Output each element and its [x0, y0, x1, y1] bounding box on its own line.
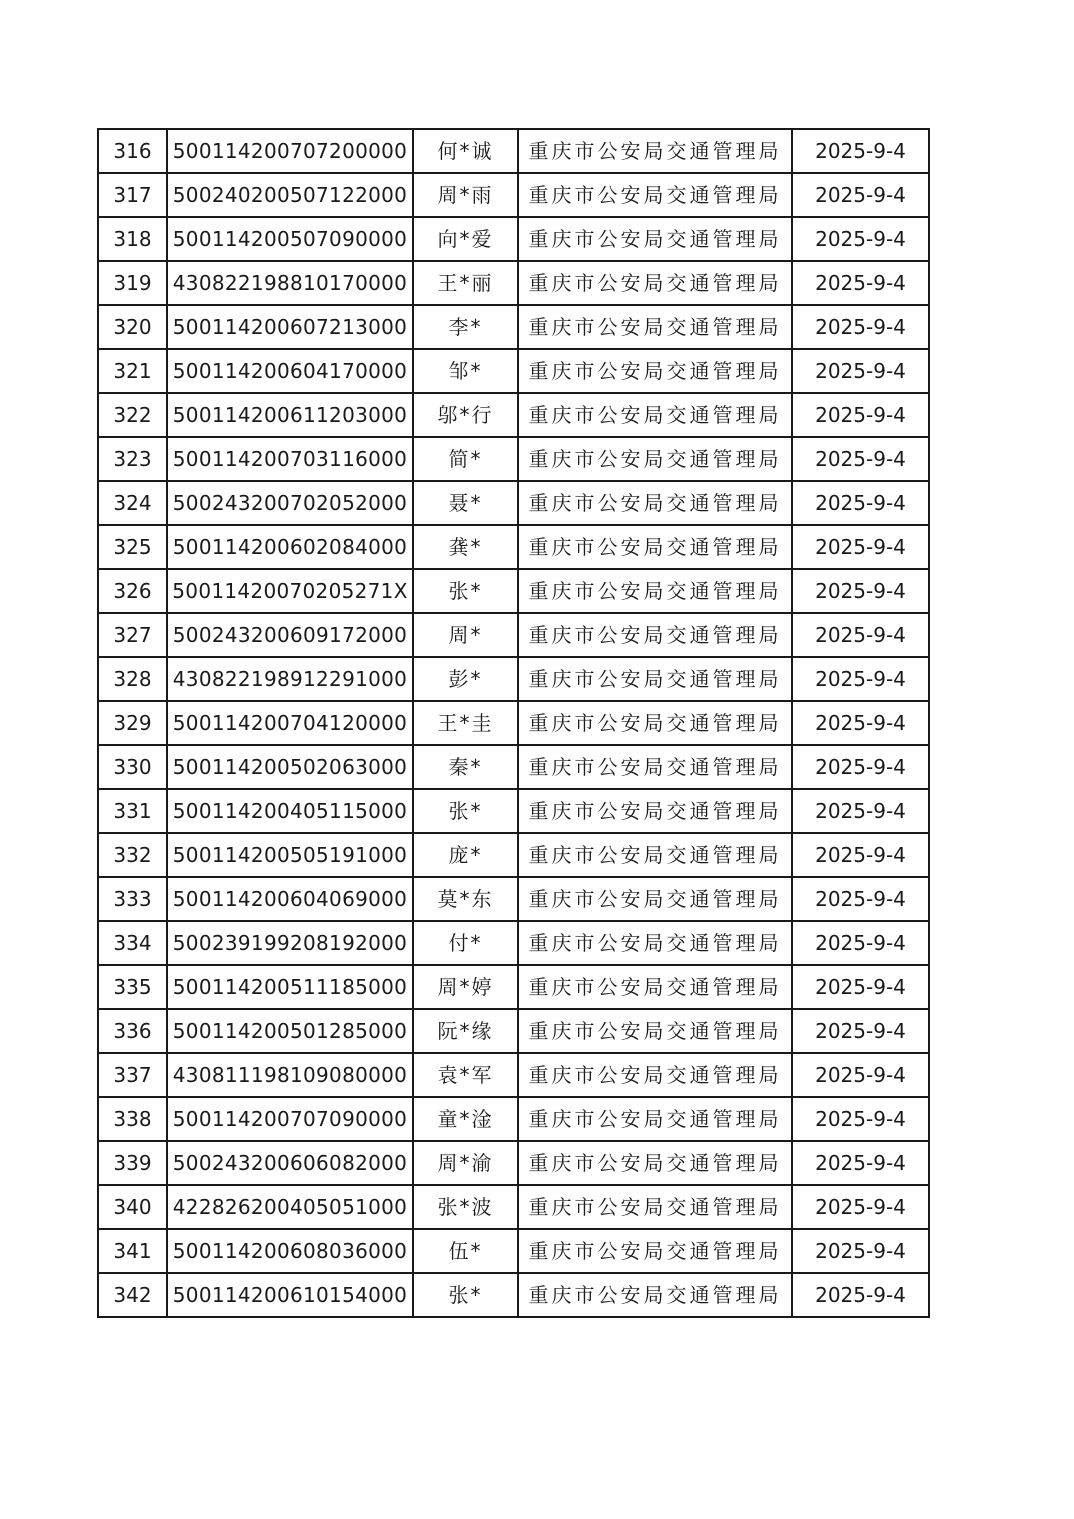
table-row [98, 349, 929, 393]
name-cell: 王*丽 [413, 261, 518, 305]
organization-cell: 重庆市公安局交通管理局 [518, 745, 792, 789]
table-row [98, 965, 929, 1009]
row-number-cell: 334 [98, 921, 167, 965]
organization-cell: 重庆市公安局交通管理局 [518, 1229, 792, 1273]
name-cell: 张* [413, 569, 518, 613]
table-row [98, 789, 929, 833]
id-number-cell: 500114200511185000 [167, 965, 413, 1009]
organization-cell: 重庆市公安局交通管理局 [518, 437, 792, 481]
table-row [98, 657, 929, 701]
organization-cell: 重庆市公安局交通管理局 [518, 349, 792, 393]
organization-cell: 重庆市公安局交通管理局 [518, 129, 792, 173]
name-cell: 李* [413, 305, 518, 349]
table-row [98, 305, 929, 349]
name-cell: 张*波 [413, 1185, 518, 1229]
id-number-cell: 50011420070205271X [167, 569, 413, 613]
date-cell: 2025-9-4 [792, 1053, 929, 1097]
date-cell: 2025-9-4 [792, 261, 929, 305]
date-cell: 2025-9-4 [792, 1009, 929, 1053]
date-cell: 2025-9-4 [792, 481, 929, 525]
organization-cell: 重庆市公安局交通管理局 [518, 1097, 792, 1141]
name-cell: 简* [413, 437, 518, 481]
date-cell: 2025-9-4 [792, 701, 929, 745]
id-number-cell: 430811198109080000 [167, 1053, 413, 1097]
row-number-cell: 330 [98, 745, 167, 789]
row-number-cell: 318 [98, 217, 167, 261]
table-row [98, 1053, 929, 1097]
id-number-cell: 500114200501285000 [167, 1009, 413, 1053]
table-row [98, 745, 929, 789]
id-number-cell: 500114200505191000 [167, 833, 413, 877]
row-number-cell: 332 [98, 833, 167, 877]
table-row [98, 613, 929, 657]
row-number-cell: 341 [98, 1229, 167, 1273]
date-cell: 2025-9-4 [792, 1229, 929, 1273]
id-number-cell: 500114200602084000 [167, 525, 413, 569]
row-number-cell: 338 [98, 1097, 167, 1141]
organization-cell: 重庆市公安局交通管理局 [518, 569, 792, 613]
organization-cell: 重庆市公安局交通管理局 [518, 1009, 792, 1053]
date-cell: 2025-9-4 [792, 921, 929, 965]
date-cell: 2025-9-4 [792, 129, 929, 173]
id-number-cell: 500114200703116000 [167, 437, 413, 481]
id-number-cell: 500114200610154000 [167, 1273, 413, 1317]
date-cell: 2025-9-4 [792, 393, 929, 437]
id-number-cell: 422826200405051000 [167, 1185, 413, 1229]
row-number-cell: 329 [98, 701, 167, 745]
row-number-cell: 319 [98, 261, 167, 305]
table-row [98, 701, 929, 745]
organization-cell: 重庆市公安局交通管理局 [518, 305, 792, 349]
row-number-cell: 333 [98, 877, 167, 921]
organization-cell: 重庆市公安局交通管理局 [518, 1053, 792, 1097]
row-number-cell: 316 [98, 129, 167, 173]
date-cell: 2025-9-4 [792, 217, 929, 261]
date-cell: 2025-9-4 [792, 173, 929, 217]
date-cell: 2025-9-4 [792, 1273, 929, 1317]
row-number-cell: 327 [98, 613, 167, 657]
table-row [98, 481, 929, 525]
row-number-cell: 336 [98, 1009, 167, 1053]
id-number-cell: 500114200507090000 [167, 217, 413, 261]
organization-cell: 重庆市公安局交通管理局 [518, 1141, 792, 1185]
organization-cell: 重庆市公安局交通管理局 [518, 877, 792, 921]
table-row [98, 1009, 929, 1053]
id-number-cell: 500114200704120000 [167, 701, 413, 745]
row-number-cell: 320 [98, 305, 167, 349]
table-row [98, 1141, 929, 1185]
organization-cell: 重庆市公安局交通管理局 [518, 481, 792, 525]
name-cell: 庞* [413, 833, 518, 877]
date-cell: 2025-9-4 [792, 965, 929, 1009]
row-number-cell: 340 [98, 1185, 167, 1229]
date-cell: 2025-9-4 [792, 1097, 929, 1141]
name-cell: 邬*行 [413, 393, 518, 437]
table-row [98, 525, 929, 569]
id-number-cell: 500243200702052000 [167, 481, 413, 525]
row-number-cell: 317 [98, 173, 167, 217]
table-row [98, 921, 929, 965]
organization-cell: 重庆市公安局交通管理局 [518, 789, 792, 833]
date-cell: 2025-9-4 [792, 657, 929, 701]
table-row [98, 1185, 929, 1229]
table-row [98, 129, 929, 173]
row-number-cell: 328 [98, 657, 167, 701]
table-row [98, 1229, 929, 1273]
name-cell: 秦* [413, 745, 518, 789]
date-cell: 2025-9-4 [792, 745, 929, 789]
row-number-cell: 324 [98, 481, 167, 525]
name-cell: 何*诚 [413, 129, 518, 173]
id-number-cell: 500114200611203000 [167, 393, 413, 437]
id-number-cell: 430822198912291000 [167, 657, 413, 701]
table-row [98, 1097, 929, 1141]
organization-cell: 重庆市公安局交通管理局 [518, 261, 792, 305]
row-number-cell: 325 [98, 525, 167, 569]
name-cell: 周*雨 [413, 173, 518, 217]
id-number-cell: 500239199208192000 [167, 921, 413, 965]
date-cell: 2025-9-4 [792, 569, 929, 613]
table-row [98, 393, 929, 437]
organization-cell: 重庆市公安局交通管理局 [518, 1273, 792, 1317]
row-number-cell: 339 [98, 1141, 167, 1185]
date-cell: 2025-9-4 [792, 305, 929, 349]
id-number-cell: 500114200604170000 [167, 349, 413, 393]
name-cell: 付* [413, 921, 518, 965]
row-number-cell: 335 [98, 965, 167, 1009]
name-cell: 莫*东 [413, 877, 518, 921]
date-cell: 2025-9-4 [792, 349, 929, 393]
name-cell: 龚* [413, 525, 518, 569]
name-cell: 张* [413, 789, 518, 833]
name-cell: 王*圭 [413, 701, 518, 745]
organization-cell: 重庆市公安局交通管理局 [518, 613, 792, 657]
organization-cell: 重庆市公安局交通管理局 [518, 1185, 792, 1229]
name-cell: 张* [413, 1273, 518, 1317]
table-row [98, 569, 929, 613]
row-number-cell: 321 [98, 349, 167, 393]
name-cell: 邹* [413, 349, 518, 393]
table-row [98, 173, 929, 217]
name-cell: 袁*军 [413, 1053, 518, 1097]
date-cell: 2025-9-4 [792, 1185, 929, 1229]
date-cell: 2025-9-4 [792, 877, 929, 921]
organization-cell: 重庆市公安局交通管理局 [518, 701, 792, 745]
date-cell: 2025-9-4 [792, 525, 929, 569]
date-cell: 2025-9-4 [792, 789, 929, 833]
name-cell: 童*淦 [413, 1097, 518, 1141]
name-cell: 周* [413, 613, 518, 657]
name-cell: 周*婷 [413, 965, 518, 1009]
row-number-cell: 323 [98, 437, 167, 481]
id-number-cell: 500114200707200000 [167, 129, 413, 173]
table-row [98, 261, 929, 305]
id-number-cell: 500243200606082000 [167, 1141, 413, 1185]
date-cell: 2025-9-4 [792, 613, 929, 657]
date-cell: 2025-9-4 [792, 833, 929, 877]
name-cell: 彭* [413, 657, 518, 701]
id-number-cell: 500114200502063000 [167, 745, 413, 789]
date-cell: 2025-9-4 [792, 1141, 929, 1185]
row-number-cell: 331 [98, 789, 167, 833]
name-cell: 向*爱 [413, 217, 518, 261]
name-cell: 周*渝 [413, 1141, 518, 1185]
organization-cell: 重庆市公安局交通管理局 [518, 657, 792, 701]
row-number-cell: 322 [98, 393, 167, 437]
organization-cell: 重庆市公安局交通管理局 [518, 965, 792, 1009]
name-cell: 伍* [413, 1229, 518, 1273]
id-number-cell: 500240200507122000 [167, 173, 413, 217]
id-number-cell: 500114200707090000 [167, 1097, 413, 1141]
id-number-cell: 500114200405115000 [167, 789, 413, 833]
row-number-cell: 337 [98, 1053, 167, 1097]
id-number-cell: 430822198810170000 [167, 261, 413, 305]
records-table-body [98, 129, 929, 1317]
table-row [98, 217, 929, 261]
id-number-cell: 500114200608036000 [167, 1229, 413, 1273]
organization-cell: 重庆市公安局交通管理局 [518, 217, 792, 261]
table-row [98, 833, 929, 877]
name-cell: 阮*缘 [413, 1009, 518, 1053]
table-row [98, 877, 929, 921]
organization-cell: 重庆市公安局交通管理局 [518, 393, 792, 437]
id-number-cell: 500243200609172000 [167, 613, 413, 657]
organization-cell: 重庆市公安局交通管理局 [518, 921, 792, 965]
table-row [98, 1273, 929, 1317]
table-row [98, 437, 929, 481]
date-cell: 2025-9-4 [792, 437, 929, 481]
records-table [97, 128, 930, 1318]
organization-cell: 重庆市公安局交通管理局 [518, 525, 792, 569]
organization-cell: 重庆市公安局交通管理局 [518, 833, 792, 877]
id-number-cell: 500114200607213000 [167, 305, 413, 349]
id-number-cell: 500114200604069000 [167, 877, 413, 921]
row-number-cell: 342 [98, 1273, 167, 1317]
organization-cell: 重庆市公安局交通管理局 [518, 173, 792, 217]
name-cell: 聂* [413, 481, 518, 525]
row-number-cell: 326 [98, 569, 167, 613]
